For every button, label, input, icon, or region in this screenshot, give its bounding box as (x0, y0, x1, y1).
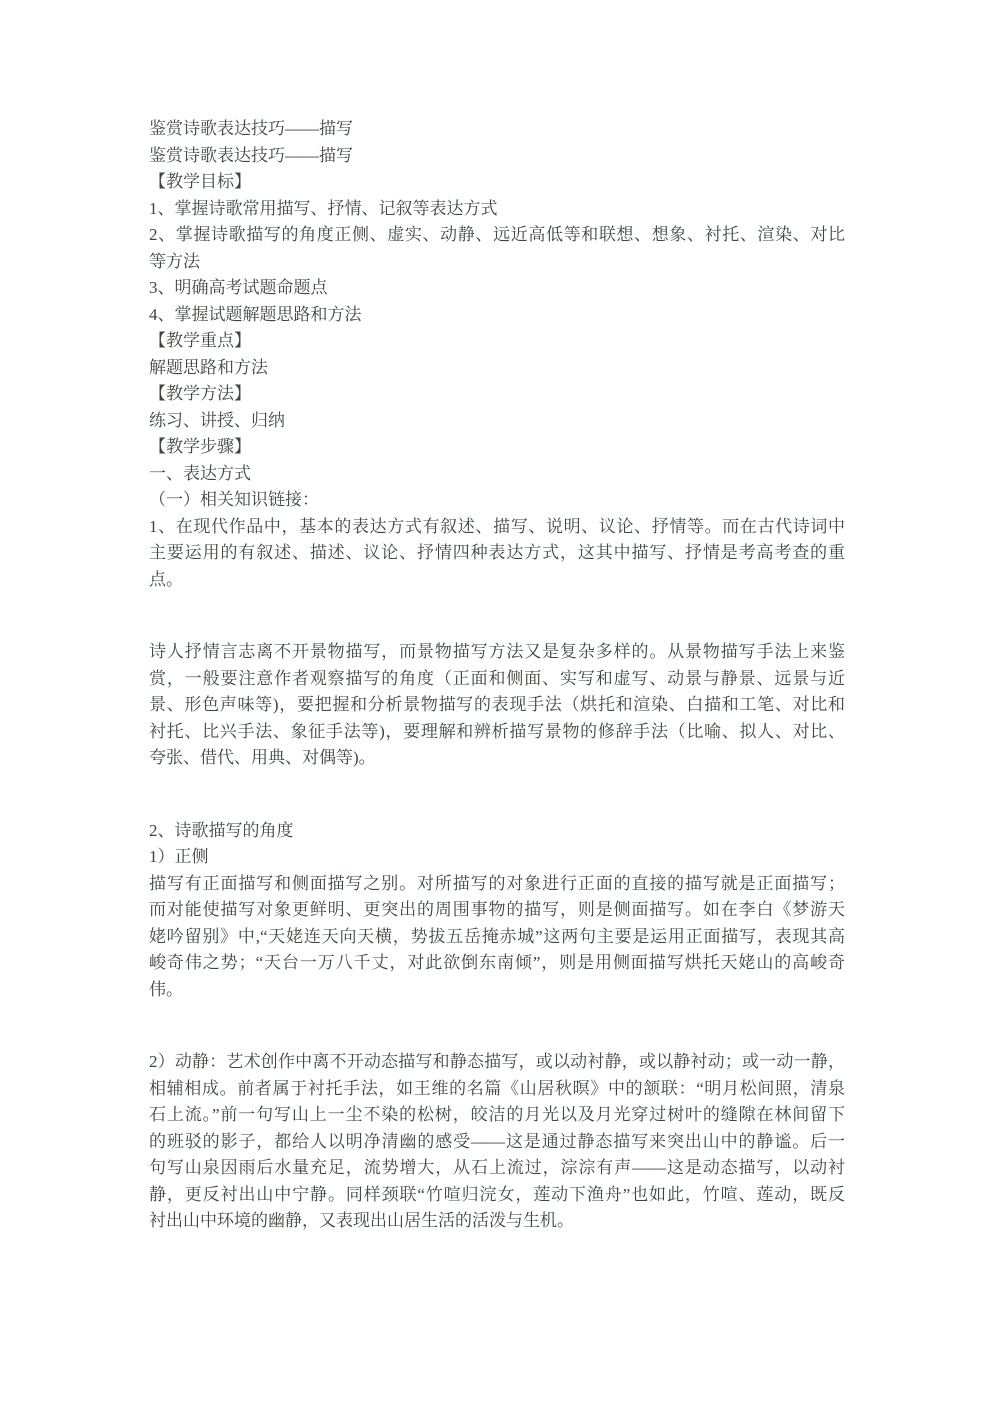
paragraph-line: 练习、讲授、归纳 (149, 410, 285, 430)
blank-lines (149, 593, 845, 639)
section-heading-line: （一）相关知识链接： (149, 490, 319, 509)
paragraph-line: 相辅相成。前者属于衬托手法，如王维的名篇《山居秋暝》中的颔联：“明月松间照，清泉 (149, 1078, 845, 1098)
paragraph-line: 诗人抒情言志离不开景物描写，而景物描写方法又是复杂多样的。从景物描写手法上来鉴 (149, 642, 845, 661)
doc-title-line: 鉴赏诗歌表达技巧——描写 (149, 119, 353, 138)
paragraph-line: 静，更反衬出山中宁静。同样颈联“竹喧归浣女，莲动下渔舟”也如此，竹喧、莲动，既反 (149, 1184, 845, 1204)
paragraph-line: 伟。 (149, 979, 183, 999)
paragraph-line: 赏，一般要注意作者观察描写的角度（正面和侧面、实写和虚写、动景与静景、远景与近 (149, 668, 845, 688)
paragraph-line: 衬托、比兴手法、象征手法等)，要理解和辨析描写景物的修辞手法（比喻、拟人、对比、 (149, 721, 845, 741)
paragraph-line: 1、在现代作品中，基本的表达方式有叙述、描写、说明、议论、抒情等。而在古代诗词中 (149, 516, 845, 536)
list-item-line: 2、掌握诗歌描写的角度正侧、虚实、动静、远近高低等和联想、想象、衬托、渲染、对比 (149, 225, 845, 244)
paragraph-line: 而对能使描写对象更鲜明、更突出的周围事物的描写，则是侧面描写。如在李白《梦游天 (149, 900, 845, 919)
paragraph-line: 石上流。”前一句写山上一尘不染的松树，皎洁的月光以及月光穿过树叶的缝隙在林间留下 (149, 1105, 845, 1124)
paragraph-line: 描写有正面描写和侧面描写之别。对所描写的对象进行正面的直接的描写就是正面描写； (149, 873, 845, 893)
paragraph-line: 夸张、借代、用典、对偶等)。 (149, 748, 376, 767)
paragraph-line: 解题思路和方法 (149, 357, 268, 377)
paragraph-line: 的班驳的影子，都给人以明净清幽的感受——这是通过静态描写来突出山中的静谧。后一 (149, 1131, 845, 1151)
section-heading-line: 【教学方法】 (149, 384, 251, 403)
paragraph-line: 2）动静：艺术创作中离不开动态描写和静态描写，或以动衬静，或以静衬动；或一动一静， (149, 1052, 845, 1071)
section-heading-line: 一、表达方式 (149, 463, 251, 483)
list-item-line: 1、掌握诗歌常用描写、抒情、记叙等表达方式 (149, 198, 498, 218)
section-heading-line: 1）正侧 (149, 847, 209, 866)
section-heading-line: 【教学步骤】 (149, 437, 251, 456)
paragraph-line: 景、形色声味等)，要把握和分析景物描写的表现手法（烘托和渲染、白描和工笔、对比和 (149, 695, 845, 714)
blank-lines (149, 1003, 845, 1049)
list-item-line: 等方法 (149, 251, 200, 271)
paragraph-line: 峻奇伟之势；“天台一万八千丈，对此欲倒东南倾”，则是用侧面描写烘托天姥山的高峻奇 (149, 953, 845, 972)
paragraph-line: 点。 (149, 569, 183, 589)
paragraph-line: 姥吟留别》中,“天姥连天向天横，势拔五岳掩赤城”这两句主要是运用正面描写，表现其高 (149, 926, 845, 946)
section-heading-line: 【教学重点】 (149, 331, 251, 350)
section-heading-line: 2、诗歌描写的角度 (149, 820, 294, 840)
blank-lines (149, 772, 845, 818)
paragraph-line: 衬出山中环境的幽静，又表现出山居生活的活泼与生机。 (149, 1211, 574, 1230)
paragraph-line: 主要运用的有叙述、描述、议论、抒情四种表达方式，这其中描写、抒情是考高考查的重 (149, 543, 845, 562)
document-text (149, 116, 845, 1235)
list-item-line: 3、明确高考试题命题点 (149, 278, 328, 297)
paragraph-line: 句写山泉因雨后水量充足，流势增大，从石上流过，淙淙有声——这是动态描写，以动衬 (149, 1158, 845, 1177)
list-item-line: 4、掌握试题解题思路和方法 (149, 304, 362, 324)
doc-title-line: 鉴赏诗歌表达技巧——描写 (149, 145, 353, 165)
section-heading-line: 【教学目标】 (149, 172, 251, 191)
